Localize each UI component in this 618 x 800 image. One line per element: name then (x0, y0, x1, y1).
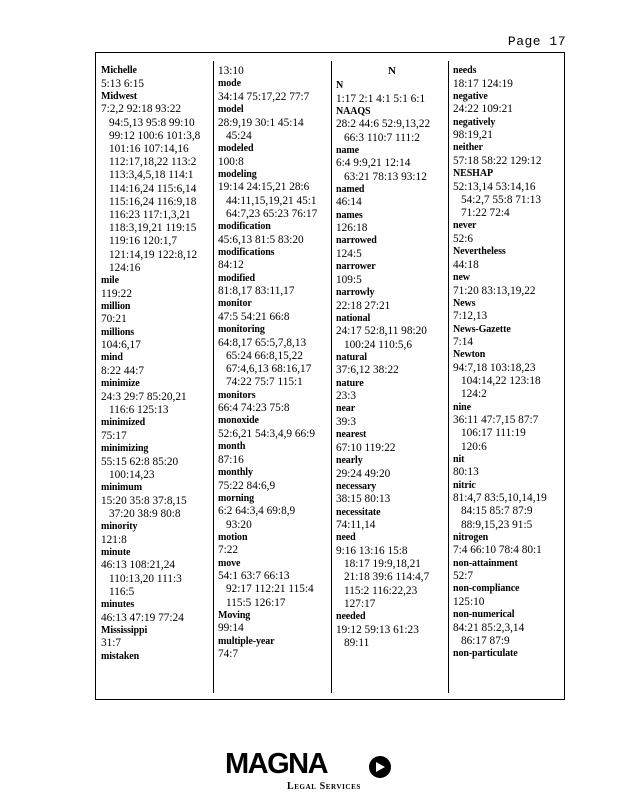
page-line-reference: 94:7,18 103:18,23 (453, 361, 536, 374)
page-line-reference: 115:5 126:17 (226, 596, 286, 609)
index-column-1 (101, 65, 213, 663)
page-line-reference: 38:15 80:13 (336, 493, 391, 506)
index-term: News-Gazette (453, 323, 511, 335)
page-line-reference: 94:5,13 95:8 99:10 (109, 116, 195, 129)
page-line-reference: 36:11 47:7,15 87:7 (453, 414, 539, 427)
page-line-reference: 52:6 (453, 232, 474, 245)
page-line-reference: 46:13 47:19 77:24 (101, 611, 184, 624)
page-line-reference: 106:17 111:19 (461, 427, 526, 440)
page-line-reference: 44:11,15,19,21 45:1 (226, 194, 317, 207)
page-line-reference: 46:13 108:21,24 (101, 559, 176, 572)
page-line-reference: 6:2 64:3,4 69:8,9 (218, 505, 296, 518)
page-line-reference: 47:5 54:21 66:8 (218, 310, 290, 323)
page-line-reference: 7:4 66:10 78:4 80:1 (453, 544, 542, 557)
page-line-reference: 6:4 9:9,21 12:14 (336, 157, 411, 170)
index-entry (218, 390, 330, 416)
index-term: modified (218, 272, 255, 284)
page-line-reference: 100:14,23 (109, 468, 155, 481)
page-line-reference: 116:6 125:13 (109, 404, 169, 417)
page-line-reference: 39:3 (336, 415, 357, 428)
index-term: minimizing (101, 443, 149, 455)
index-entry (453, 609, 565, 648)
index-entry (453, 454, 565, 480)
page-line-reference: 120:6 (461, 440, 487, 453)
index-term: near (336, 403, 356, 415)
index-term: non-particulate (453, 648, 518, 660)
page-line-reference: 7:22 (218, 544, 239, 557)
index-term: minimized (101, 417, 146, 429)
index-entry (101, 417, 213, 443)
index-entry (453, 402, 565, 454)
page-line-reference: 80:13 (453, 466, 479, 479)
page-line-reference: 37:20 38:9 80:8 (109, 507, 181, 520)
page-line-reference: 121:8 (101, 533, 127, 546)
page-line-reference: 55:15 62:8 85:20 (101, 455, 179, 468)
page-line-reference: 22:18 27:21 (336, 299, 391, 312)
page-line-reference: 81:4,7 83:5,10,14,19 (453, 492, 547, 505)
page-line-reference: 18:17 19:9,18,21 (344, 558, 421, 571)
index-term: multiple-year (218, 635, 275, 647)
index-term: mile (101, 275, 119, 287)
index-term: move (218, 557, 241, 569)
index-term: model (218, 104, 244, 115)
index-entry (336, 403, 448, 429)
index-term: modeled (218, 143, 254, 154)
page-line-reference: 7:12,13 (453, 310, 488, 323)
index-term: nitrogen (453, 531, 489, 543)
page-line-reference: 124:5 (336, 247, 362, 260)
page-line-reference: 64:8,17 65:5,7,8,13 (218, 336, 307, 349)
index-entry (101, 378, 213, 417)
page-line-reference: 5:13 6:15 (101, 77, 144, 90)
index-entry (336, 261, 448, 287)
index-term: necessary (336, 480, 377, 492)
index-term: nine (453, 401, 471, 413)
index-entry (218, 247, 330, 273)
page-line-reference: 81:8,17 83:11,17 (218, 285, 295, 298)
index-entry (101, 625, 213, 651)
index-term: non-numerical (453, 609, 515, 621)
index-term: negative (453, 90, 488, 102)
page-line-reference: 118:3,19,21 119:15 (109, 222, 197, 235)
index-term: natural (336, 351, 367, 363)
logo-subtitle: Legal Services (287, 781, 361, 792)
index-term: named (336, 183, 365, 195)
index-entry (453, 91, 565, 117)
index-entry (101, 443, 213, 482)
page-line-reference: 67:4,6,13 68:16,17 (226, 363, 312, 376)
index-term: nearest (336, 429, 367, 441)
index-entry (336, 80, 448, 106)
index-term: modification (218, 221, 271, 232)
page-number: Page 17 (507, 34, 566, 49)
index-term: nit (453, 453, 465, 465)
index-term: monthly (218, 466, 253, 478)
index-term: neither (453, 142, 483, 154)
page-line-reference: 64:7,23 65:23 76:17 (226, 207, 318, 220)
page-line-reference: 125:10 (453, 595, 485, 608)
page-line-reference: 54:1 63:7 66:13 (218, 570, 290, 583)
page-line-reference: 99:14 (218, 622, 244, 635)
page-line-reference: 24:22 109:21 (453, 103, 513, 116)
page-line-reference: 116:5 (109, 585, 135, 598)
index-term: morning (218, 492, 254, 504)
page-line-reference: 92:17 112:21 115:4 (226, 583, 314, 596)
page-line-reference: 7:2,2 92:18 93:22 (101, 103, 182, 116)
page-line-reference: 74:22 75:7 115:1 (226, 376, 303, 389)
page-line-reference: 71:20 83:13,19,22 (453, 284, 536, 297)
page-line-reference: 13:10 (218, 65, 244, 77)
page-line-reference: 88:9,15,23 91:5 (461, 518, 533, 531)
index-entry (218, 610, 330, 636)
index-entry (336, 352, 448, 378)
index-entry (336, 532, 448, 611)
index-entry (453, 117, 565, 143)
index-entry (336, 313, 448, 352)
index-term: month (218, 441, 246, 453)
index-term: narrowed (336, 235, 377, 247)
index-term: minute (101, 546, 131, 558)
index-entry (101, 327, 213, 353)
page-line-reference: 124:16 (109, 261, 141, 274)
index-entry (218, 493, 330, 532)
page-line-reference: 84:12 (218, 259, 244, 272)
index-entry (336, 145, 448, 184)
page-line-reference: 52:13,14 53:14,16 (453, 180, 536, 193)
index-term: nearly (336, 454, 363, 466)
index-column-4 (453, 65, 565, 661)
index-entry (218, 273, 330, 299)
index-entry (218, 298, 330, 324)
page-line-reference: 24:3 29:7 85:20,21 (101, 390, 187, 403)
page-line-reference: 45:6,13 81:5 83:20 (218, 233, 304, 246)
page-line-reference: 86:17 87:9 (461, 634, 510, 647)
page-line-reference: 54:2,7 55:8 71:13 (461, 193, 542, 206)
index-term: need (336, 532, 356, 544)
index-entry (101, 91, 213, 275)
page-line-reference: 100:8 (218, 155, 244, 168)
page-line-reference: 57:18 58:22 129:12 (453, 154, 542, 167)
page-line-reference: 116:23 117:1,3,21 (109, 209, 191, 222)
page-line-reference: 46:14 (336, 196, 362, 209)
page-line-reference: 70:21 (101, 313, 127, 326)
index-term: Nevertheless (453, 246, 506, 258)
index-term: monoxide (218, 415, 259, 427)
index-frame (95, 52, 565, 700)
page-line-reference: 52:6,21 54:3,4,9 66:9 (218, 427, 315, 440)
page-line-reference: 126:18 (336, 222, 368, 235)
column-divider (213, 61, 214, 693)
column-divider (448, 61, 449, 693)
index-term: name (336, 144, 359, 156)
page-line-reference: 93:20 (226, 518, 252, 531)
page-line-reference: 119:16 120:1,7 (109, 235, 177, 248)
index-term: motion (218, 531, 248, 543)
index-entry (336, 378, 448, 404)
page-line-reference: 37:6,12 38:22 (336, 364, 399, 377)
page-line-reference: 28:9,19 30:1 45:14 (218, 116, 304, 129)
index-term: million (101, 300, 131, 312)
page-line-reference: 65:24 66:8,15,22 (226, 349, 303, 362)
index-entry (101, 521, 213, 547)
index-entry (218, 532, 330, 558)
page-line-reference: 119:22 (101, 287, 132, 300)
page-line-reference: 19:12 59:13 61:23 (336, 623, 419, 636)
index-term: non-attainment (453, 557, 518, 569)
index-entry (453, 349, 565, 401)
index-entry (453, 480, 565, 532)
index-entry (218, 441, 330, 467)
page-line-reference: 87:16 (218, 453, 244, 466)
page-line-reference: 100:24 110:5,6 (344, 338, 412, 351)
index-term: NESHAP (453, 168, 493, 180)
index-entry (336, 455, 448, 481)
index-column-2 (218, 65, 330, 661)
index-entry (218, 324, 330, 389)
page-line-reference: 52:7 (453, 570, 474, 583)
index-entry (453, 246, 565, 272)
index-entry (101, 301, 213, 327)
page-line-reference: 23:3 (336, 390, 357, 403)
index-entry (218, 467, 330, 493)
index-entry (336, 481, 448, 507)
index-term: minority (101, 521, 138, 533)
page-line-reference: 110:13,20 111:3 (109, 572, 182, 585)
index-term: modeling (218, 168, 257, 180)
index-term: mistaken (101, 650, 140, 662)
index-entry (336, 106, 448, 145)
index-term: monitors (218, 389, 256, 401)
index-term: Moving (218, 609, 251, 621)
index-column-3 (336, 65, 448, 650)
index-entry (453, 168, 565, 220)
index-term: needs (453, 65, 477, 76)
index-term: Midwest (101, 90, 137, 102)
page-line-reference: 112:17,18,22 113:2 (109, 156, 197, 169)
page-line-reference: 104:14,22 123:18 (461, 375, 541, 388)
page-line-reference: 84:21 85:2,3,14 (453, 621, 525, 634)
page-line-reference: 75:22 84:6,9 (218, 479, 276, 492)
index-entry (101, 547, 213, 599)
index-entry (218, 104, 330, 143)
page-line-reference: 66:4 74:23 75:8 (218, 402, 290, 415)
page-line-reference: 21:18 39:6 114:4,7 (344, 571, 430, 584)
index-entry (101, 599, 213, 625)
index-entry (101, 651, 213, 664)
index-entry (336, 210, 448, 236)
index-term: monitor (218, 298, 252, 310)
index-entry (101, 275, 213, 301)
page-line-reference: 15:20 35:8 37:8,15 (101, 494, 187, 507)
index-entry (336, 184, 448, 210)
index-term: new (453, 271, 470, 283)
page-line-reference: 44:18 (453, 258, 479, 271)
index-entry (453, 298, 565, 324)
index-entry (453, 583, 565, 609)
index-term: minimum (101, 482, 142, 494)
section-letter-heading: N (388, 65, 396, 77)
index-term: negatively (453, 116, 496, 128)
index-term: Newton (453, 349, 486, 361)
page-line-reference: 121:14,19 122:8,12 (109, 248, 198, 261)
page-line-reference: 24:17 52:8,11 98:20 (336, 325, 427, 338)
index-entry (453, 648, 565, 661)
index-term: narrower (336, 261, 376, 273)
page-line-reference: 109:5 (336, 273, 362, 286)
page-line-reference: 124:2 (461, 388, 487, 401)
index-entry (101, 352, 213, 378)
page-line-reference: 7:14 (453, 336, 474, 349)
page-line-reference: 1:17 2:1 4:1 5:1 6:1 (336, 92, 426, 105)
index-term: necessitate (336, 506, 381, 518)
index-entry (218, 78, 330, 104)
index-entry (453, 324, 565, 350)
index-term: mode (218, 78, 241, 90)
index-entry (336, 429, 448, 455)
index-term: national (336, 312, 371, 324)
index-entry (218, 415, 330, 441)
index-entry (453, 532, 565, 558)
index-term: N (336, 80, 344, 91)
index-entry (453, 142, 565, 168)
index-term: needed (336, 610, 366, 622)
index-term: nitric (453, 479, 476, 491)
page-line-reference: 98:19,21 (453, 129, 493, 142)
page-line-reference: 67:10 119:22 (336, 441, 396, 454)
page-line-reference: 99:12 100:6 101:3,8 (109, 129, 201, 142)
index-term: modifications (218, 246, 275, 258)
index-entry (218, 143, 330, 169)
page-line-reference: 75:17 (101, 429, 127, 442)
index-entry (218, 558, 330, 610)
page-line-reference: 114:16,24 115:6,14 (109, 182, 197, 195)
page-line-reference: 74:7 (218, 648, 239, 661)
index-term: nature (336, 377, 364, 389)
magna-logo (225, 748, 395, 794)
page-line-reference: 127:17 (344, 597, 376, 610)
index-entry (453, 65, 565, 91)
column-divider (331, 61, 332, 693)
index-term: NAAQS (336, 105, 371, 117)
page-line-reference: 8:22 44:7 (101, 365, 144, 378)
index-entry (218, 169, 330, 221)
index-entry (218, 221, 330, 247)
page-line-reference: 115:2 116:22,23 (344, 584, 418, 597)
logo-wordmark: MAGNA (225, 748, 328, 780)
index-term: narrowly (336, 286, 375, 298)
index-entry (336, 611, 448, 650)
index-term: Michelle (101, 65, 137, 76)
page-line-reference: 28:2 44:6 52:9,13,22 (336, 118, 431, 131)
index-term: minimize (101, 378, 140, 390)
index-entry (453, 220, 565, 246)
page-line-reference: 9:16 13:16 15:8 (336, 544, 408, 557)
index-entry (336, 235, 448, 261)
page-line-reference: 63:21 78:13 93:12 (344, 170, 427, 183)
page-line-reference: 34:14 75:17,22 77:7 (218, 90, 310, 103)
index-entry (336, 507, 448, 533)
index-entry (101, 482, 213, 521)
index-term: Mississippi (101, 624, 148, 636)
index-entry (218, 636, 330, 662)
index-term: never (453, 220, 477, 232)
page-line-reference: 45:24 (226, 129, 252, 142)
page-line-reference: 104:6,17 (101, 339, 141, 352)
index-entry (453, 558, 565, 584)
index-term: mind (101, 352, 123, 364)
page-line-reference: 84:15 85:7 87:9 (461, 505, 533, 518)
index-term: News (453, 297, 476, 309)
page-line-reference: 19:14 24:15,21 28:6 (218, 181, 310, 194)
page-line-reference: 29:24 49:20 (336, 467, 391, 480)
page-line-reference: 113:3,4,5,18 114:1 (109, 169, 194, 182)
index-term: names (336, 209, 363, 221)
index-term: non-compliance (453, 583, 520, 595)
index-entry (453, 272, 565, 298)
page-line-reference: 89:11 (344, 636, 370, 649)
index-entry (218, 65, 330, 78)
page-line-reference: 101:16 107:14,16 (109, 143, 189, 155)
index-entry (101, 65, 213, 91)
index-term: minutes (101, 599, 135, 611)
arrow-icon (369, 756, 391, 778)
index-term: millions (101, 326, 135, 338)
index-term: monitoring (218, 324, 265, 336)
page-line-reference: 66:3 110:7 111:2 (344, 131, 420, 144)
page-line-reference: 31:7 (101, 637, 122, 650)
page-line-reference: 18:17 124:19 (453, 77, 513, 90)
page-line-reference: 115:16,24 116:9,18 (109, 195, 197, 208)
index-entry (336, 287, 448, 313)
page-line-reference: 71:22 72:4 (461, 207, 510, 220)
page-line-reference: 74:11,14 (336, 519, 376, 532)
